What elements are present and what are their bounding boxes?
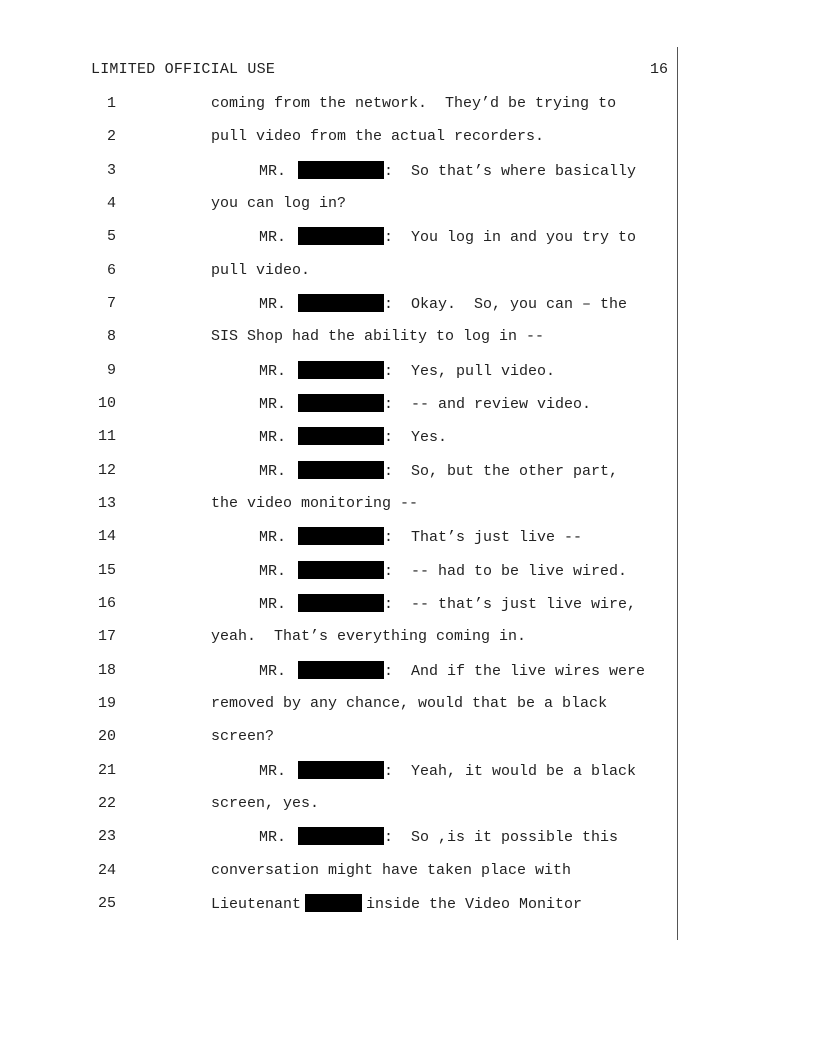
transcript-line — [0, 561, 676, 581]
line-number: 13 — [97, 495, 116, 512]
redaction-box — [298, 394, 384, 412]
line-text: : -- that’s just live wire, — [384, 596, 637, 613]
transcript-line — [0, 661, 676, 681]
transcript-line — [0, 427, 676, 447]
line-text: : Okay. So, you can – the — [384, 296, 628, 313]
speaker-title: MR. — [259, 396, 296, 413]
transcript-line — [0, 394, 676, 414]
line-text: : Yeah, it would be a black — [384, 763, 637, 780]
line-number: 20 — [97, 728, 116, 745]
line-number: 16 — [97, 595, 116, 612]
line-text: screen? — [211, 728, 275, 745]
speaker-line — [259, 361, 555, 382]
redaction-box — [298, 527, 384, 545]
speaker-line — [259, 594, 636, 615]
line-text-after: inside the Video Monitor — [366, 896, 583, 913]
line-text: pull video. — [211, 262, 311, 279]
line-number: 6 — [106, 262, 116, 279]
line-number: 18 — [97, 662, 116, 679]
redaction-box — [298, 827, 384, 845]
line-text: : So that’s where basically — [384, 163, 637, 180]
line-text: : And if the live wires were — [384, 663, 646, 680]
transcript-line — [0, 894, 676, 914]
line-text — [211, 894, 582, 915]
line-number: 23 — [97, 828, 116, 845]
redaction-box — [298, 661, 384, 679]
line-text: conversation might have taken place with — [211, 862, 572, 879]
line-text: : Yes, pull video. — [384, 363, 556, 380]
speaker-title: MR. — [259, 463, 296, 480]
line-text: : That’s just live -- — [384, 529, 583, 546]
speaker-line — [259, 394, 591, 415]
speaker-line — [259, 461, 618, 482]
speaker-line — [259, 161, 636, 182]
speaker-title: MR. — [259, 529, 296, 546]
line-number: 19 — [97, 695, 116, 712]
redaction-box — [298, 594, 384, 612]
speaker-title: MR. — [259, 229, 296, 246]
speaker-line — [259, 227, 636, 248]
line-number: 15 — [97, 562, 116, 579]
speaker-line — [259, 427, 447, 448]
line-text: coming from the network. They’d be trying to — [211, 95, 617, 112]
line-text: you can log in? — [211, 195, 347, 212]
speaker-title: MR. — [259, 763, 296, 780]
line-number: 1 — [106, 95, 116, 112]
line-text-before: Lieutenant — [211, 896, 302, 913]
speaker-line — [259, 527, 582, 548]
line-number: 10 — [97, 395, 116, 412]
speaker-title: MR. — [259, 829, 296, 846]
line-number: 9 — [106, 362, 116, 379]
redaction-box — [298, 227, 384, 245]
speaker-title: MR. — [259, 429, 296, 446]
line-number: 22 — [97, 795, 116, 812]
line-number: 2 — [106, 128, 116, 145]
line-text: SIS Shop had the ability to log in -- — [211, 328, 545, 345]
line-number: 12 — [97, 462, 116, 479]
transcript-line — [0, 761, 676, 781]
line-number: 4 — [106, 195, 116, 212]
speaker-line — [259, 561, 627, 582]
line-number: 5 — [106, 228, 116, 245]
transcript-line — [0, 527, 676, 547]
transcript-line — [0, 294, 676, 314]
margin-rule — [677, 47, 678, 940]
line-text: : So, but the other part, — [384, 463, 619, 480]
line-text: yeah. That’s everything coming in. — [211, 628, 527, 645]
transcript-line — [0, 827, 676, 847]
transcript-line — [0, 594, 676, 614]
line-number: 11 — [97, 428, 116, 445]
transcript-line — [0, 227, 676, 247]
speaker-title: MR. — [259, 663, 296, 680]
speaker-line — [259, 661, 645, 682]
line-text: : So ,is it possible this — [384, 829, 619, 846]
speaker-line — [259, 761, 636, 782]
transcript-line — [0, 627, 676, 647]
speaker-title: MR. — [259, 363, 296, 380]
transcript-line — [0, 794, 676, 814]
redaction-box — [298, 761, 384, 779]
transcript-line — [0, 161, 676, 181]
transcript-line — [0, 194, 676, 214]
redaction-box — [298, 561, 384, 579]
line-number: 21 — [97, 762, 116, 779]
line-number: 3 — [106, 162, 116, 179]
transcript-line — [0, 327, 676, 347]
redaction-box — [298, 294, 384, 312]
redaction-box — [298, 427, 384, 445]
speaker-line — [259, 294, 627, 315]
line-number: 17 — [97, 628, 116, 645]
line-text: : -- had to be live wired. — [384, 563, 628, 580]
transcript-line — [0, 727, 676, 747]
line-text: : You log in and you try to — [384, 229, 637, 246]
speaker-title: MR. — [259, 596, 296, 613]
speaker-line — [259, 827, 618, 848]
page-number: 16 — [649, 61, 668, 78]
line-text: removed by any chance, would that be a black — [211, 695, 608, 712]
redaction-box — [298, 361, 384, 379]
line-number: 25 — [97, 895, 116, 912]
classification-header: LIMITED OFFICIAL USE — [91, 61, 276, 78]
transcript-line — [0, 94, 676, 114]
transcript-line — [0, 261, 676, 281]
redaction-box — [305, 894, 362, 912]
line-text: the video monitoring -- — [211, 495, 419, 512]
redaction-box — [298, 161, 384, 179]
transcript-line — [0, 494, 676, 514]
redaction-box — [298, 461, 384, 479]
transcript-line — [0, 127, 676, 147]
line-number: 24 — [97, 862, 116, 879]
line-text: : Yes. — [384, 429, 448, 446]
transcript-line — [0, 461, 676, 481]
speaker-title: MR. — [259, 163, 296, 180]
speaker-title: MR. — [259, 296, 296, 313]
line-number: 7 — [106, 295, 116, 312]
transcript-line — [0, 361, 676, 381]
transcript-line — [0, 694, 676, 714]
line-number: 8 — [106, 328, 116, 345]
line-text: pull video from the actual recorders. — [211, 128, 545, 145]
line-number: 14 — [97, 528, 116, 545]
transcript-line — [0, 861, 676, 881]
speaker-title: MR. — [259, 563, 296, 580]
line-text: screen, yes. — [211, 795, 320, 812]
line-text: : -- and review video. — [384, 396, 592, 413]
